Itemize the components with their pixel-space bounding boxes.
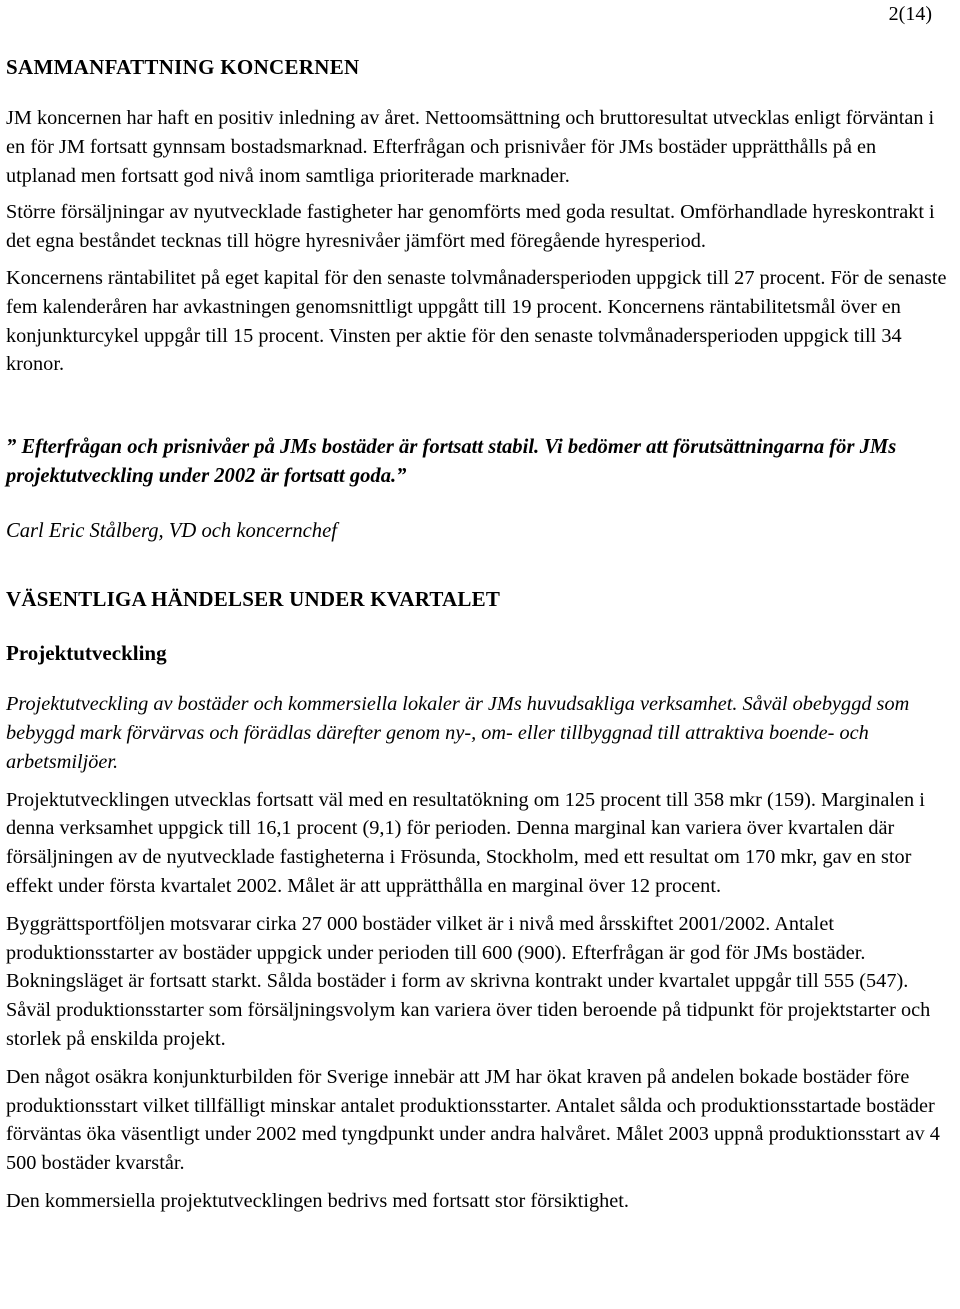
quote-author: Carl Eric Stålberg, VD och koncernchef: [6, 520, 337, 543]
building-rights-portfolio: Byggrättsportföljen motsvarar cirka 27 000 bostäder vilket är i nivå med årsskiftet 2001/2002. Antalet produktionsstarter av bostäder uppgick under perioden till 600 (900). Efterfrågan är god för JMs bostäder. Bokningsläget är fortsatt starkt. Sålda bostäder i form av skrivna kontrakt under kvartalet uppgår till 555 (547). Såväl produktionsstarter som försäljningsvolym kan variera över tiden beroende på tidpunkt för projektstarter och storlek på enskilda projekt.: [6, 912, 931, 1050]
project-development-heading: Projektutveckling: [6, 641, 167, 666]
summary-heading: SAMMANFATTNING KONCERNEN: [6, 55, 360, 79]
summary-paragraph-intro: JM koncernen har haft en positiv inledning av året. Nettoomsättning och bruttoresultat utvecklas enligt förväntan i en för JM fortsatt gynnsam bostadsmarknad. Efterfrågan och prisnivåer för JMs bostäder upprätthålls på en utplanad men fortsatt god nivå inom samtliga prioriterade marknader.: [6, 107, 935, 187]
summary-paragraph-sales: Större försäljningar av nyutvecklade fastigheter har genomförts med goda resultat. Omförhandlade hyreskontrakt i det egna beståndet tecknas till högre hyresnivåer jämfört med föregående hyresperiod.: [6, 201, 935, 253]
project-development-results: Projektutvecklingen utvecklas fortsatt väl med en resultatökning om 125 procent till 358 mkr (159). Marginalen i denna verksamhet uppgick till 16,1 procent (9,1) för perioden. Denna marginal kan variera över kvartalen där försäljningen av de nyutvecklade fastigheterna i Frösunda, Stockholm, med ett resultat om 170 mkr, gav en stor effekt under första kvartalet 2002. Målet är att upprätthålla en marginal över 12 procent.: [6, 788, 925, 897]
events-heading: VÄSENTLIGA HÄNDELSER UNDER KVARTALET: [6, 587, 501, 612]
page-number: 2(14): [888, 3, 932, 25]
project-development-intro: Projektutveckling av bostäder och kommersiella lokaler är JMs huvudsakliga verksamhet. Såväl obebyggd som bebyggd mark förvärvas och förädlas därefter genom ny-, om- eller tillbyggnad till attraktiva boende- och arbetsmiljöer.: [6, 693, 910, 773]
commercial-development: Den kommersiella projektutvecklingen bedrivs med fortsatt stor försiktighet.: [6, 1189, 629, 1212]
market-outlook: Den något osäkra konjunkturbilden för Sverige innebär att JM har ökat kraven på andelen bokade bostäder före produktionsstart vilket tillfälligt minskar antalet produktionsstarter. Antalet sålda och produktionsstartade bostäder förväntas öka väsentligt under 2002 med tyngdpunkt under andra halvåret. Målet 2003 uppnå produktionsstart av 4 500 bostäder kvarstår.: [6, 1065, 940, 1175]
document-body: [6, 52, 950, 1216]
summary-paragraph-profitability: Koncernens räntabilitet på eget kapital för den senaste tolvmånadersperioden uppgick till 27 procent. För de senaste fem kalenderåren har avkastningen genomsnittligt uppgått till 19 procent. Koncernens räntabilitetsmål över en konjunkturcykel uppgår till 15 procent. Vinsten per aktie för den senaste tolvmånadersperioden uppgick till 34 kronor.: [6, 266, 947, 376]
ceo-quote: ” Efterfrågan och prisnivåer på JMs bostäder är fortsatt stabil. Vi bedömer att förutsättningarna för JMs projektutveckling under 2002 är fortsatt goda.”: [6, 436, 897, 488]
